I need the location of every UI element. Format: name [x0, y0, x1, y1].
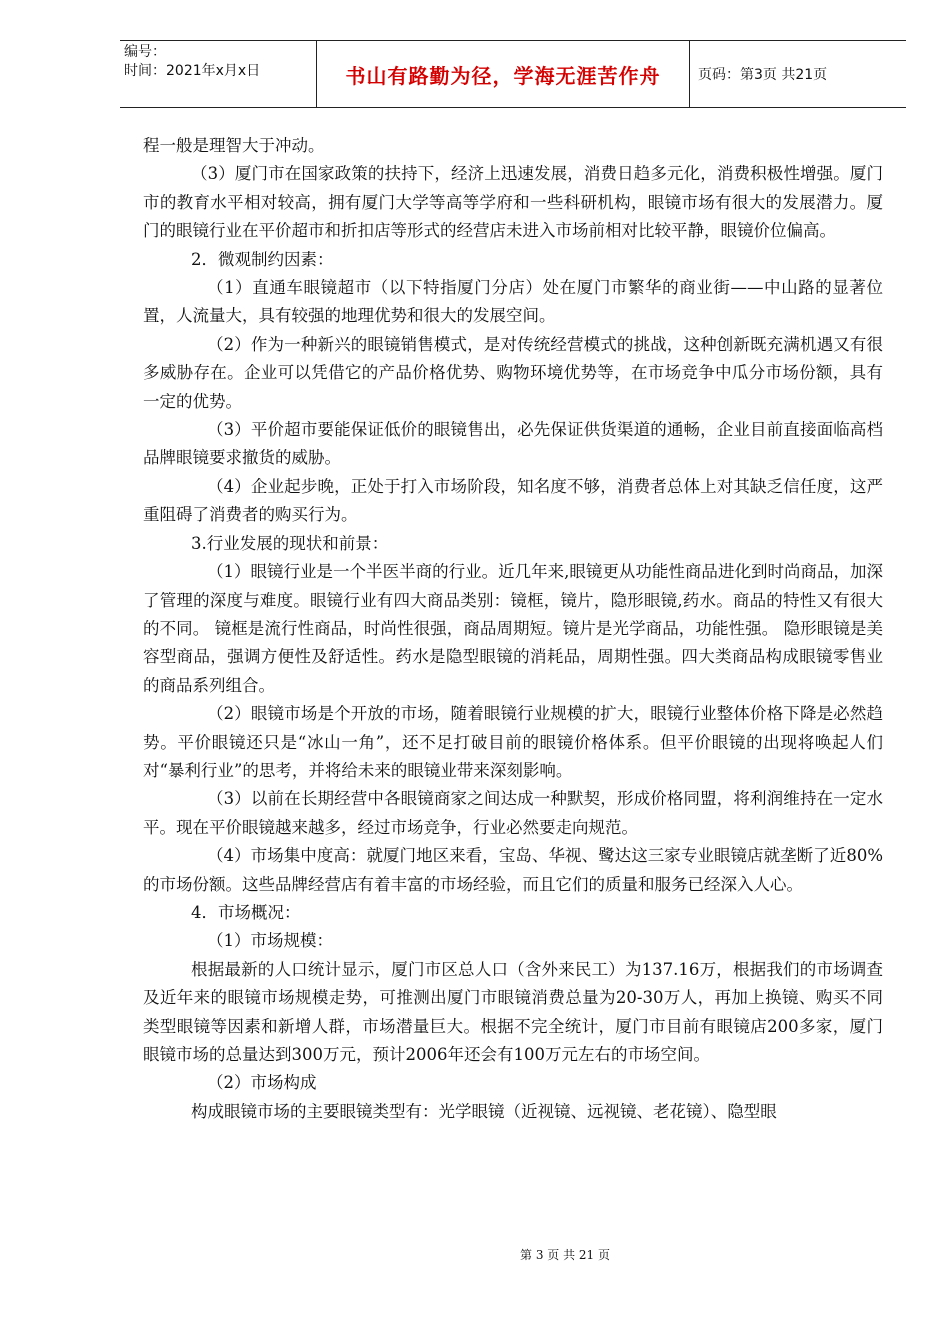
paragraph: 根据最新的人口统计显示，厦门市区总人口（含外来民工）为137.16万，根据我们的市场调查及近年来的眼镜市场规模走势，可推测出厦门市眼镜消费总量为20-30万人，再加上换镜、购买不同类型眼镜等因素和新增人群，市场潜量巨大。根据不完全统计，厦门市目前有眼镜店200多家，厦门眼镜市场的总量达到300万元，预计2006年还会有100万元左右的市场空间。: [143, 959, 883, 1064]
serial-number-label: 编号：: [124, 44, 166, 60]
header-page-number: 页码：第3页 共21页: [698, 67, 828, 83]
header-motto: 书山有路勤为径，学海无涯苦作舟: [316, 41, 690, 107]
section-heading: 3.行业发展的现状和前景：: [191, 533, 389, 553]
paragraph: 程一般是理智大于冲动。: [143, 136, 325, 155]
document-body: [143, 132, 883, 1126]
paragraph: 构成眼镜市场的主要眼镜类型有：光学眼镜（近视镜、远视镜、老花镜）、隐型眼: [191, 1101, 777, 1121]
paragraph: （4）市场集中度高：就厦门地区来看，宝岛、华视、鹭达这三家专业眼镜店就垄断了近80%的市场份额。这些品牌经营店有着丰富的市场经验，而且它们的质量和服务已经深入人心。: [143, 846, 883, 894]
paragraph: （1）直通车眼镜超市（以下特指厦门分店）处在厦门市繁华的商业街——中山路的显著位置，人流量大，具有较强的地理优势和很大的发展空间。: [143, 278, 883, 326]
section-heading: 2．微观制约因素：: [191, 249, 334, 269]
paragraph: （4）企业起步晚，正处于打入市场阶段，知名度不够，消费者总体上对其缺乏信任度，这严重阻碍了消费者的购买行为。: [143, 476, 883, 525]
paragraph: （3）厦门市在国家政策的扶持下，经济上迅速发展，消费日趋多元化，消费积极性增强。厦门市的教育水平相对较高，拥有厦门大学等高等学府和一些科研机构，眼镜市场有很大的发展潜力。厦门的眼镜行业在平价超市和折扣店等形式的经营店未进入市场前相对比较平静，眼镜价位偏高。: [143, 164, 883, 241]
paragraph: （1）眼镜行业是一个半医半商的行业。近几年来,眼镜更从功能性商品进化到时尚商品，加深了管理的深度与难度。眼镜行业有四大商品类别：镜框，镜片，隐形眼镜,药水。商品的特性又有很大的不同。 镜框是流行性商品，时尚性很强，商品周期短。镜片是光学商品，功能性强。 隐形眼镜是美容型商品，强调方便性及舒适性。药水是隐型眼镜的消耗品，周期性强。四大类商品构成眼镜零售业的商品系列组合。: [143, 562, 883, 695]
paragraph: （2）眼镜市场是个开放的市场，随着眼镜行业规模的扩大，眼镜行业整体价格下降是必然趋势。平价眼镜还只是“冰山一角”，还不足打破目前的眼镜价格体系。但平价眼镜的出现将唤起人们对“暴利行业”的思考，并将给未来的眼镜业带来深刻影响。: [143, 704, 883, 780]
page-footer: 第 3 页 共 21 页: [520, 1248, 610, 1262]
subsection-heading: （1）市场规模：: [207, 931, 333, 951]
page-header: [120, 40, 906, 108]
subsection-heading: （2）市场构成: [207, 1073, 317, 1093]
paragraph: （3）以前在长期经营中各眼镜商家之间达成一种默契，形成价格同盟，将利润维持在一定水平。现在平价眼镜越来越多，经过市场竞争，行业必然要走向规范。: [143, 789, 883, 837]
paragraph: （3）平价超市要能保证低价的眼镜售出，必先保证供货渠道的通畅，企业目前直接面临高档品牌眼镜要求撤货的威胁。: [143, 420, 883, 468]
date-label: 时间：2021年x月x日: [124, 63, 261, 79]
paragraph: （2）作为一种新兴的眼镜销售模式，是对传统经营模式的挑战，这种创新既充满机遇又有很多威胁存在。企业可以凭借它的产品价格优势、购物环境优势等，在市场竞争中瓜分市场份额，具有一定的优势。: [143, 334, 883, 411]
section-heading: 4．市场概况：: [191, 902, 301, 922]
header-meta: [120, 41, 316, 107]
